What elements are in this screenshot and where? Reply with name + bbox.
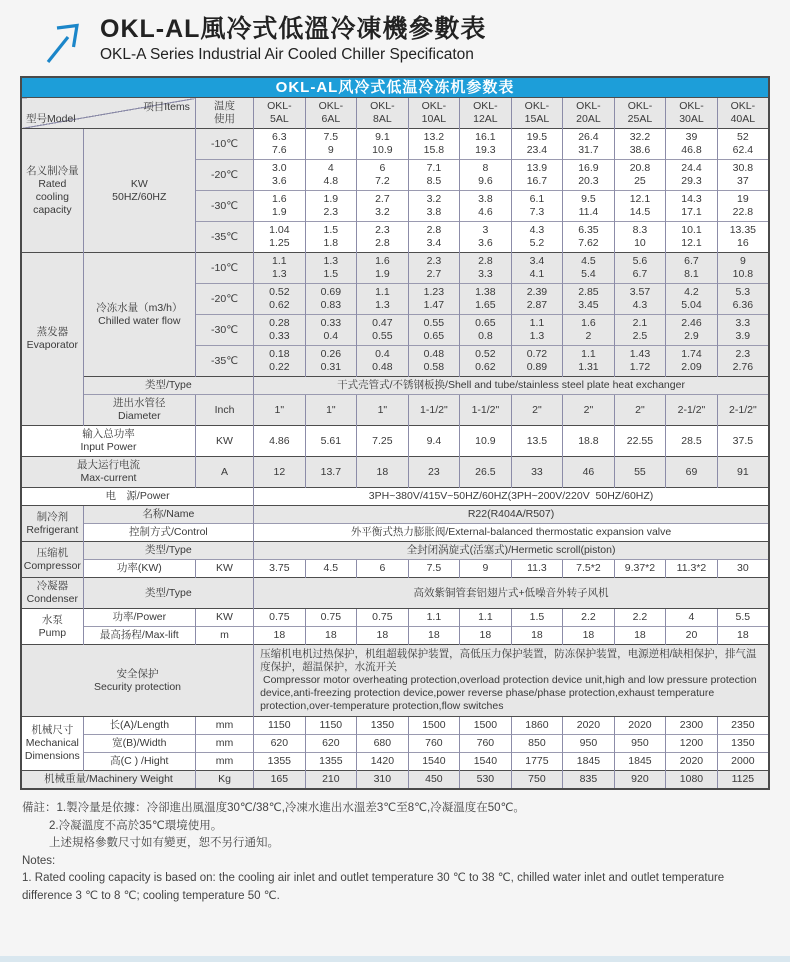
table-cell: 6.1 7.3 bbox=[511, 191, 563, 222]
power-value: 3PH~380V/415V~50HZ/60HZ(3PH~200V/220V 50HZ/60HZ) bbox=[254, 488, 769, 506]
table-cell: 1.9 2.3 bbox=[305, 191, 357, 222]
table-cell: 1420 bbox=[357, 753, 409, 771]
table-cell: 2" bbox=[563, 395, 615, 426]
table-cell: 28.5 bbox=[666, 426, 718, 457]
table-cell: 1845 bbox=[563, 753, 615, 771]
table-cell: 0.69 0.83 bbox=[305, 284, 357, 315]
condenser-type-value: 高效紫铜管套铝翅片式+低噪音外转子风机 bbox=[254, 578, 769, 609]
table-cell: 26.4 31.7 bbox=[563, 129, 615, 160]
title-block bbox=[100, 14, 486, 65]
refrigerant-name-value: R22(R404A/R507) bbox=[254, 506, 769, 524]
table-cell: 1.1 bbox=[408, 609, 460, 627]
table-cell: 0.75 bbox=[254, 609, 306, 627]
table-cell: 18 bbox=[305, 627, 357, 645]
table-cell: 1" bbox=[305, 395, 357, 426]
table-cell: 4.2 5.04 bbox=[666, 284, 718, 315]
table-cell: -20℃ bbox=[195, 160, 253, 191]
table-cell: 1.5 bbox=[511, 609, 563, 627]
evap-type-label: 类型/Type bbox=[83, 377, 253, 395]
table-cell: 1150 bbox=[254, 717, 306, 735]
temp-use-header: 温度 使用 bbox=[195, 98, 253, 129]
table-cell: 9 10.8 bbox=[717, 253, 769, 284]
table-cell: 2350 bbox=[717, 717, 769, 735]
table-cell: 210 bbox=[305, 771, 357, 790]
table-cell: 9.1 10.9 bbox=[357, 129, 409, 160]
table-cell: 18 bbox=[511, 627, 563, 645]
max-current-label: 最大运行电流 Max-current bbox=[21, 457, 195, 488]
table-cell: mm bbox=[195, 717, 253, 735]
table-cell: 23 bbox=[408, 457, 460, 488]
table-cell: 620 bbox=[254, 735, 306, 753]
unit-label: KW 50HZ/60HZ bbox=[83, 129, 195, 253]
table-cell: 2.85 3.45 bbox=[563, 284, 615, 315]
table-cell: -30℃ bbox=[195, 191, 253, 222]
table-cell: 1.6 1.9 bbox=[357, 253, 409, 284]
table-cell: 2.3 2.76 bbox=[717, 346, 769, 377]
evaporator-label: 蒸发器 Evaporator bbox=[21, 253, 83, 426]
model-header: OKL- 5AL bbox=[254, 98, 306, 129]
table-cell: 22.55 bbox=[614, 426, 666, 457]
notes-section bbox=[22, 800, 768, 905]
table-cell: 1.3 1.5 bbox=[305, 253, 357, 284]
table-cell: 类型/Type bbox=[83, 578, 253, 609]
table-cell: 850 bbox=[511, 735, 563, 753]
table-cell: 10.9 bbox=[460, 426, 512, 457]
table-cell: 控制方式/Control bbox=[83, 524, 253, 542]
table-cell: 33 bbox=[511, 457, 563, 488]
spec-table bbox=[20, 76, 770, 790]
table-cell: 750 bbox=[511, 771, 563, 790]
table-cell: m bbox=[195, 627, 253, 645]
table-cell: 24.4 29.3 bbox=[666, 160, 718, 191]
table-cell: 0.75 bbox=[357, 609, 409, 627]
table-cell: 1-1/2" bbox=[408, 395, 460, 426]
table-cell: 39 46.8 bbox=[666, 129, 718, 160]
table-cell: 3.0 3.6 bbox=[254, 160, 306, 191]
corner-model-label: 型号Model bbox=[26, 113, 76, 125]
table-cell: 18.8 bbox=[563, 426, 615, 457]
table-cell: 0.72 0.89 bbox=[511, 346, 563, 377]
table-cell: 18 bbox=[460, 627, 512, 645]
table-cell: 32.2 38.6 bbox=[614, 129, 666, 160]
table-cell: 2.3 2.8 bbox=[357, 222, 409, 253]
table-cell: -30℃ bbox=[195, 315, 253, 346]
table-cell: 最高扬程/Max-lift bbox=[83, 627, 195, 645]
table-cell: 1125 bbox=[717, 771, 769, 790]
table-cell: 1.43 1.72 bbox=[614, 346, 666, 377]
table-cell: 高(C ) /Hight bbox=[83, 753, 195, 771]
table-cell: -10℃ bbox=[195, 129, 253, 160]
table-cell: mm bbox=[195, 753, 253, 771]
table-cell: 8 9.6 bbox=[460, 160, 512, 191]
table-cell: 1355 bbox=[254, 753, 306, 771]
table-cell: 835 bbox=[563, 771, 615, 790]
page-header bbox=[0, 0, 790, 72]
compressor-label: 压缩机 Compressor bbox=[21, 542, 83, 578]
model-header: OKL- 6AL bbox=[305, 98, 357, 129]
table-cell: 4.86 bbox=[254, 426, 306, 457]
table-cell: -10℃ bbox=[195, 253, 253, 284]
page-title: OKL-AL風冷式低溫冷凍機參數表 bbox=[100, 15, 487, 43]
power-label: 电 源/Power bbox=[21, 488, 254, 506]
table-cell: 1500 bbox=[408, 717, 460, 735]
table-cell: 0.75 bbox=[305, 609, 357, 627]
table-cell: 1.04 1.25 bbox=[254, 222, 306, 253]
table-cell: 55 bbox=[614, 457, 666, 488]
model-header: OKL- 30AL bbox=[666, 98, 718, 129]
input-power-label: 输入总功率 Input Power bbox=[21, 426, 195, 457]
table-cell: 9.37*2 bbox=[614, 560, 666, 578]
table-cell: 2.7 3.2 bbox=[357, 191, 409, 222]
table-cell: 14.3 17.1 bbox=[666, 191, 718, 222]
table-cell: 1500 bbox=[460, 717, 512, 735]
table-cell: 功率/Power bbox=[83, 609, 195, 627]
page-subtitle: OKL-A Series Industrial Air Cooled Chiller Specificaton bbox=[100, 46, 474, 63]
table-cell: 4.3 5.2 bbox=[511, 222, 563, 253]
table-cell: KW bbox=[195, 426, 253, 457]
table-cell: 11.3*2 bbox=[666, 560, 718, 578]
table-cell: 1.1 1.31 bbox=[563, 346, 615, 377]
table-cell: KW bbox=[195, 560, 253, 578]
machinery-weight-label: 机械重量/Machinery Weight bbox=[21, 771, 195, 790]
table-cell: 1-1/2" bbox=[460, 395, 512, 426]
table-cell: 2-1/2" bbox=[717, 395, 769, 426]
table-cell: 450 bbox=[408, 771, 460, 790]
table-cell: 1" bbox=[254, 395, 306, 426]
table-cell: 16.9 20.3 bbox=[563, 160, 615, 191]
table-cell: 0.18 0.22 bbox=[254, 346, 306, 377]
table-cell: 类型/Type bbox=[83, 542, 253, 560]
model-header: OKL- 25AL bbox=[614, 98, 666, 129]
note-line: 2.冷凝溫度不高於35℃環境使用。 bbox=[49, 819, 223, 832]
table-cell: 3.4 4.1 bbox=[511, 253, 563, 284]
chilled-water-flow-label: 冷冻水量（m3/h） Chilled water flow bbox=[83, 253, 195, 377]
table-cell: 1355 bbox=[305, 753, 357, 771]
table-cell: 1350 bbox=[357, 717, 409, 735]
model-header: OKL- 8AL bbox=[357, 98, 409, 129]
table-cell: 2.8 3.3 bbox=[460, 253, 512, 284]
table-cell: 13.35 16 bbox=[717, 222, 769, 253]
table-cell: 2.3 2.7 bbox=[408, 253, 460, 284]
table-cell: 6.3 7.6 bbox=[254, 129, 306, 160]
table-cell: 4.5 5.4 bbox=[563, 253, 615, 284]
table-cell: 18 bbox=[717, 627, 769, 645]
table-cell: 3.8 4.6 bbox=[460, 191, 512, 222]
table-cell: 1" bbox=[357, 395, 409, 426]
table-cell: 3.57 4.3 bbox=[614, 284, 666, 315]
table-cell: 20 bbox=[666, 627, 718, 645]
table-cell: 19.5 23.4 bbox=[511, 129, 563, 160]
table-cell: 13.5 bbox=[511, 426, 563, 457]
mechanical-dimensions-label: 机械尺寸 Mechanical Dimensions bbox=[21, 717, 83, 771]
table-cell: 7.5 9 bbox=[305, 129, 357, 160]
table-cell: 6 bbox=[357, 560, 409, 578]
table-cell: 1.5 1.8 bbox=[305, 222, 357, 253]
table-cell: 6.35 7.62 bbox=[563, 222, 615, 253]
table-cell: 30.8 37 bbox=[717, 160, 769, 191]
table-cell: 16.1 19.3 bbox=[460, 129, 512, 160]
table-cell: 7.1 8.5 bbox=[408, 160, 460, 191]
table-cell: 2.8 3.4 bbox=[408, 222, 460, 253]
table-cell: 0.48 0.58 bbox=[408, 346, 460, 377]
table-cell: 950 bbox=[614, 735, 666, 753]
table-cell: -35℃ bbox=[195, 222, 253, 253]
table-cell: 9 bbox=[460, 560, 512, 578]
table-cell: 长(A)/Length bbox=[83, 717, 195, 735]
table-cell: 0.26 0.31 bbox=[305, 346, 357, 377]
table-cell: 760 bbox=[408, 735, 460, 753]
table-cell: 1.23 1.47 bbox=[408, 284, 460, 315]
table-cell: 1540 bbox=[408, 753, 460, 771]
table-cell: 1540 bbox=[460, 753, 512, 771]
table-cell: 7.5*2 bbox=[563, 560, 615, 578]
corner-items-label: 项目Items bbox=[143, 101, 190, 113]
table-cell: 52 62.4 bbox=[717, 129, 769, 160]
table-cell: 18 bbox=[357, 457, 409, 488]
table-cell: 0.52 0.62 bbox=[460, 346, 512, 377]
control-value: 外平衡式热力膨胀阀/External-balanced thermostatic expansion valve bbox=[254, 524, 769, 542]
table-cell: 18 bbox=[563, 627, 615, 645]
table-cell: 2.2 bbox=[614, 609, 666, 627]
table-cell: 37.5 bbox=[717, 426, 769, 457]
table-cell: 1350 bbox=[717, 735, 769, 753]
table-cell: 1.6 1.9 bbox=[254, 191, 306, 222]
table-cell: -35℃ bbox=[195, 346, 253, 377]
table-cell: 3 3.6 bbox=[460, 222, 512, 253]
table-cell: 0.52 0.62 bbox=[254, 284, 306, 315]
note-line: Notes: bbox=[22, 854, 56, 867]
table-cell: 5.6 6.7 bbox=[614, 253, 666, 284]
table-cell: 1.1 1.3 bbox=[511, 315, 563, 346]
table-cell: 18 bbox=[408, 627, 460, 645]
table-cell: 2.2 bbox=[563, 609, 615, 627]
table-cell: 12.1 14.5 bbox=[614, 191, 666, 222]
table-cell: -20℃ bbox=[195, 284, 253, 315]
model-header: OKL- 40AL bbox=[717, 98, 769, 129]
table-cell: 2020 bbox=[614, 717, 666, 735]
model-header: OKL- 15AL bbox=[511, 98, 563, 129]
table-cell: 5.5 bbox=[717, 609, 769, 627]
arrow-up-right-icon bbox=[44, 20, 86, 66]
table-cell: 5.61 bbox=[305, 426, 357, 457]
table-cell: 46 bbox=[563, 457, 615, 488]
table-cell: 26.5 bbox=[460, 457, 512, 488]
rated-cooling-label: 名义制冷量 Rated cooling capacity bbox=[21, 129, 83, 253]
table-cell: 功率(KW) bbox=[83, 560, 195, 578]
table-cell: 宽(B)/Width bbox=[83, 735, 195, 753]
table-cell: 760 bbox=[460, 735, 512, 753]
table-cell: 2" bbox=[614, 395, 666, 426]
model-header: OKL- 10AL bbox=[408, 98, 460, 129]
table-cell: 6.7 8.1 bbox=[666, 253, 718, 284]
table-cell: 4 bbox=[666, 609, 718, 627]
table-cell: 620 bbox=[305, 735, 357, 753]
table-cell: 680 bbox=[357, 735, 409, 753]
table-cell: 12 bbox=[254, 457, 306, 488]
table-cell: 3.2 3.8 bbox=[408, 191, 460, 222]
table-cell: 69 bbox=[666, 457, 718, 488]
table-cell: 2020 bbox=[666, 753, 718, 771]
table-cell: 2000 bbox=[717, 753, 769, 771]
table-cell: A bbox=[195, 457, 253, 488]
table-cell: 7.25 bbox=[357, 426, 409, 457]
table-cell: 7.5 bbox=[408, 560, 460, 578]
model-header: OKL- 12AL bbox=[460, 98, 512, 129]
security-label: 安全保护 Security protection bbox=[21, 645, 254, 717]
table-cell: 4.5 bbox=[305, 560, 357, 578]
table-cell: KW bbox=[195, 609, 253, 627]
corner-cell bbox=[21, 98, 195, 129]
table-cell: 920 bbox=[614, 771, 666, 790]
table-cell: 名称/Name bbox=[83, 506, 253, 524]
table-cell: 1.6 2 bbox=[563, 315, 615, 346]
note-line: 備註：1.製冷量是依據：冷卻進出風溫度30℃/38℃,冷凍水進出水溫差3℃至8℃,冷凝溫度在50℃。 bbox=[22, 802, 525, 814]
table-cell: 1080 bbox=[666, 771, 718, 790]
table-cell: 2020 bbox=[563, 717, 615, 735]
table-cell: 11.3 bbox=[511, 560, 563, 578]
table-cell: 1845 bbox=[614, 753, 666, 771]
table-cell: 1200 bbox=[666, 735, 718, 753]
bottom-strip bbox=[0, 956, 790, 962]
condenser-label: 冷凝器 Condenser bbox=[21, 578, 83, 609]
table-cell: 8.3 10 bbox=[614, 222, 666, 253]
table-cell: 18 bbox=[254, 627, 306, 645]
table-cell: 530 bbox=[460, 771, 512, 790]
table-cell: 165 bbox=[254, 771, 306, 790]
table-cell: 91 bbox=[717, 457, 769, 488]
table-cell: 2.39 2.87 bbox=[511, 284, 563, 315]
table-cell: 1775 bbox=[511, 753, 563, 771]
table-cell: 1.74 2.09 bbox=[666, 346, 718, 377]
table-cell: 0.55 0.65 bbox=[408, 315, 460, 346]
evap-type-value: 干式壳管式/不锈钢板换/Shell and tube/stainless steel plate heat exchanger bbox=[254, 377, 769, 395]
table-cell: mm bbox=[195, 735, 253, 753]
security-value: 压缩机电机过热保护，机组超载保护装置，高低压力保护装置，防冻保护装置，电源逆相/缺相保护，排气温度保护，超温保护，水流开关 Compressor motor overheating protection,overload protection device unit,high and low pressure protection device,anti-freezing protection device,power reverse phase/phase protection,exhaust temperature protection,over-temperature protection,flow switches bbox=[254, 645, 769, 717]
table-cell: 0.47 0.55 bbox=[357, 315, 409, 346]
table-cell: 0.28 0.33 bbox=[254, 315, 306, 346]
table-cell: 30 bbox=[717, 560, 769, 578]
table-cell: 9.5 11.4 bbox=[563, 191, 615, 222]
table-cell: 6 7.2 bbox=[357, 160, 409, 191]
model-header: OKL- 20AL bbox=[563, 98, 615, 129]
table-cell: 2-1/2" bbox=[666, 395, 718, 426]
pump-label: 水泵 Pump bbox=[21, 609, 83, 645]
table-cell: 4 4.8 bbox=[305, 160, 357, 191]
table-cell: 18 bbox=[614, 627, 666, 645]
table-banner: OKL-AL风冷式低温冷冻机参数表 bbox=[21, 77, 769, 98]
table-cell: 5.3 6.36 bbox=[717, 284, 769, 315]
table-cell: 0.65 0.8 bbox=[460, 315, 512, 346]
table-cell: 1.1 1.3 bbox=[357, 284, 409, 315]
refrigerant-label: 制冷剂 Refrigerant bbox=[21, 506, 83, 542]
table-cell: 1.1 1.3 bbox=[254, 253, 306, 284]
table-cell: 9.4 bbox=[408, 426, 460, 457]
table-cell: 18 bbox=[357, 627, 409, 645]
table-cell: 0.4 0.48 bbox=[357, 346, 409, 377]
table-cell: 13.7 bbox=[305, 457, 357, 488]
table-cell: 2" bbox=[511, 395, 563, 426]
table-cell: 13.9 16.7 bbox=[511, 160, 563, 191]
table-cell: 2.46 2.9 bbox=[666, 315, 718, 346]
note-line: 上述規格參數尺寸如有變更，恕不另行通知。 bbox=[49, 837, 279, 849]
table-cell: 10.1 12.1 bbox=[666, 222, 718, 253]
table-cell: 13.2 15.8 bbox=[408, 129, 460, 160]
table-cell: 1.38 1.65 bbox=[460, 284, 512, 315]
table-cell: 950 bbox=[563, 735, 615, 753]
table-cell: 2.1 2.5 bbox=[614, 315, 666, 346]
table-cell: 0.33 0.4 bbox=[305, 315, 357, 346]
compressor-type-value: 全封闭涡旋式(活塞式)/Hermetic scroll(piston) bbox=[254, 542, 769, 560]
note-line: 1. Rated cooling capacity is based on: the cooling air inlet and outlet temperature 30 ℃ to 38 ℃, chilled water inlet and outlet temperature difference 3 ℃ to 8 ℃; cooling temperature 50 ℃. bbox=[22, 872, 725, 902]
table-cell: 1150 bbox=[305, 717, 357, 735]
table-cell: Inch bbox=[195, 395, 253, 426]
table-cell: 1860 bbox=[511, 717, 563, 735]
table-cell: 20.8 25 bbox=[614, 160, 666, 191]
table-cell: 3.75 bbox=[254, 560, 306, 578]
table-cell: 2300 bbox=[666, 717, 718, 735]
table-cell: 3.3 3.9 bbox=[717, 315, 769, 346]
table-cell: 310 bbox=[357, 771, 409, 790]
table-cell: 19 22.8 bbox=[717, 191, 769, 222]
table-cell: Kg bbox=[195, 771, 253, 790]
table-cell: 1.1 bbox=[460, 609, 512, 627]
diameter-label: 进出水管径 Diameter bbox=[83, 395, 195, 426]
